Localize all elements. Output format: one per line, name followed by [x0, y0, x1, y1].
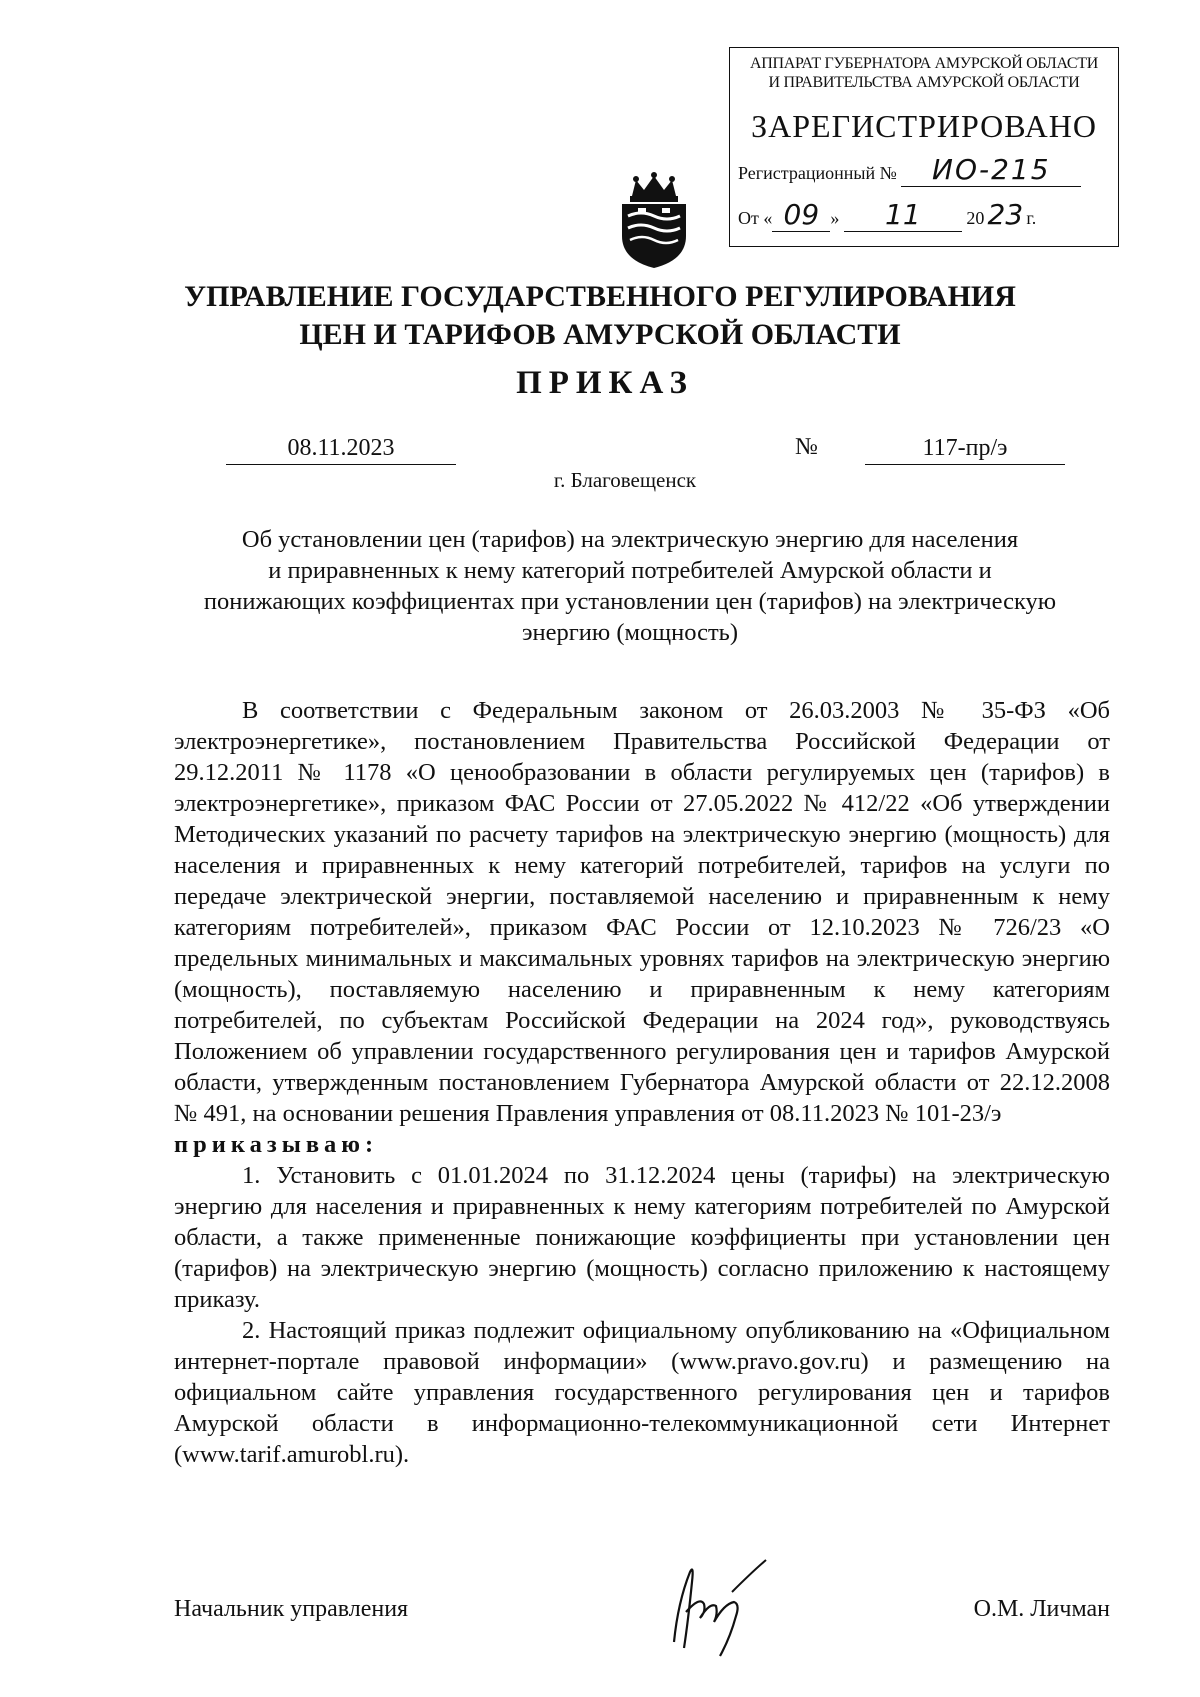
registration-stamp [729, 47, 1119, 247]
handwritten-signature [644, 1552, 774, 1662]
order-city: г. Благовещенск [553, 468, 697, 492]
order-item-1: 1. Установить с 01.01.2024 по 31.12.2024 цены (тарифы) на электрическую энергию для населения и приравненных к нему категориям потребителей по Амурской области, а также примененные понижающие коэффициенты при установлении цен (тарифов) на электрическую энергию (мощность) согласно приложению к настоящему приказу. [174, 1162, 1110, 1313]
stamp-month: 11 [844, 198, 962, 232]
signatory-name: О.М. Личман [973, 1596, 1110, 1622]
stamp-date-prefix: От « [738, 208, 773, 228]
subject-line: понижающих коэффициентах при установлении цен (тарифов) на электрическую [203, 588, 1057, 615]
agency-title [0, 278, 1200, 354]
order-subject [160, 524, 1100, 648]
stamp-org-line2: И ПРАВИТЕЛЬСТВА АМУРСКОЙ ОБЛАСТИ [768, 74, 1080, 91]
subject-line: и приравненных к нему категорий потребителей Амурской области и [268, 557, 992, 584]
stamp-number-line [738, 153, 1081, 187]
stamp-organization [730, 54, 1118, 92]
stamp-number-handwritten: ИО-215 [901, 153, 1081, 187]
signatory-position: Начальник управления [174, 1596, 409, 1622]
subject-line: Об установлении цен (тарифов) на электрическую энергию для населения [241, 526, 1019, 553]
stamp-day-close: » [830, 208, 840, 228]
order-item-2: 2. Настоящий приказ подлежит официальному опубликованию на «Официальном интернет-портале правовой информации» (www.pravo.gov.ru) и размещению на официальном сайте управления государственного регулирования цен и тарифов Амурской области в информационно-телекоммуникационной сети Интернет (www.tarif.amurobl.ru). [174, 1317, 1110, 1468]
amur-region-coat-of-arms-icon [614, 170, 694, 270]
order-date: 08.11.2023 [226, 432, 456, 465]
subject-line: энергию (мощность) [521, 619, 738, 646]
stamp-registered-label: ЗАРЕГИСТРИРОВАНО [751, 108, 1097, 144]
decree-word: приказываю: [174, 1131, 379, 1158]
order-number-sign: № [795, 434, 818, 460]
stamp-year: 23 [987, 198, 1024, 231]
preamble-paragraph: В соответствии с Федеральным законом от 26.03.2003 № 35-ФЗ «Об электроэнергетике», постановлением Правительства Российской Федерации от 29.12.2011 № 1178 «О ценообразовании в области регулируемых цен (тарифов) в электроэнергетике», приказом ФАС России от 27.05.2022 № 412/22 «Об утверждении Методических указаний по расчету тарифов на электрическую энергию (мощность) для населения и приравненных к нему категорий потребителей, тарифов на услуги по передаче электрической энергии, поставляемой населению и приравненным к нему категориям потребителей», приказом ФАС России от 12.10.2023 № 726/23 «О предельных минимальных и максимальных уровнях тарифов на электрическую энергию (мощность), поставляемую населению и приравненным к нему категориям потребителей, по субъектам Российской Федерации на 2024 год», руководствуясь Положением об управлении государственного регулирования цен и тарифов Амурской области, утвержденным постановлением Губернатора Амурской области от 22.12.2008 № 491, на основании решения Правления управления от 08.11.2023 № 101-23/э [174, 697, 1110, 1127]
stamp-number-label: Регистрационный № [738, 163, 897, 183]
document-title: ПРИКАЗ [516, 365, 694, 401]
stamp-org-line1: АППАРАТ ГУБЕРНАТОРА АМУРСКОЙ ОБЛАСТИ [749, 55, 1099, 72]
stamp-year-prefix: 20 [966, 208, 985, 228]
stamp-day: 09 [772, 198, 830, 232]
order-number: 117-пр/э [865, 432, 1065, 465]
stamp-date-line [738, 198, 1036, 232]
agency-title-line1: УПРАВЛЕНИЕ ГОСУДАРСТВЕННОГО РЕГУЛИРОВАНИЯ [184, 280, 1016, 313]
stamp-year-letter: г. [1026, 208, 1037, 228]
order-body [174, 695, 1110, 1470]
agency-title-line2: ЦЕН И ТАРИФОВ АМУРСКОЙ ОБЛАСТИ [299, 318, 901, 351]
